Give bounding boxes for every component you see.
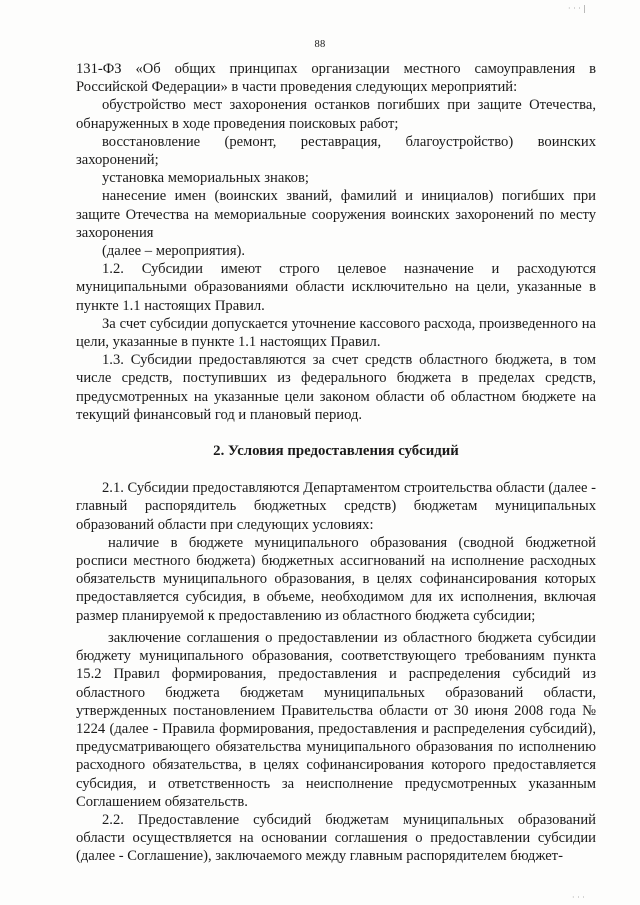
section-heading: 2. Условия предоставления субсидий (213, 443, 459, 460)
list-item-names: нанесение имен (воинских званий, фамилий и инициалов) погибших при защите Отечества на мемориальные сооружения воинских захоронений по месту захоронения (76, 188, 596, 241)
paragraph-1-3: 1.3. Субсидии предоставляются за счет средств областного бюджета, в том числе средств, поступивших из федерального бюджета в пределах средств, предусмотренных на указанные цели законом области об областном бюджете на текущий финансовый год и плановый период. (76, 352, 596, 423)
paragraph-2-1: 2.1. Субсидии предоставляются Департаментом строительства области (далее - главный распорядитель бюджетных средств) бюджетам муниципальных образований области при следующих условиях: (76, 480, 596, 533)
document-body (76, 60, 596, 866)
paragraph-2-2: 2.2. Предоставление субсидий бюджетам муниципальных образований области осуществляется на основании соглашения о предоставлении субсидии (далее - Соглашение), заключаемого между главным распорядителем бюджет- (76, 811, 596, 865)
paragraph-measures-note: (далее – мероприятия). (102, 243, 246, 260)
paragraph-law-reference: 131-ФЗ «Об общих принципах организации местного самоуправления в Российской Федерации» в части проведения следующих мероприятий: (76, 61, 596, 96)
list-item-memorial-signs: установка мемориальных знаков; (102, 170, 309, 187)
condition-agreement: заключение соглашения о предоставлении из областного бюджета субсидии бюджету муниципального образования, соответствующего требованиям пункта 15.2 Правил формирования, предоставления и распределения субсидий из областного бюджета бюджетам муниципальных образований области, утвержденных постановлением Правительства области от 30 июня 2008 года № 1224 (далее - Правила формирования, предоставления и распределения субсидий), предусматривающего обязательства муниципального образования по исполнению расходного обязательства, в целях софинансирования которого предоставляется субсидия, и ответственность за неисполнение предусмотренных указанным Соглашением обязательств. (76, 629, 596, 810)
paragraph-1-2: 1.2. Субсидии имеют строго целевое назначение и расходуются муниципальными образованиями области исключительно на цели, указанные в пункте 1.1 настоящих Правил. (76, 261, 596, 314)
list-item-burial-sites: обустройство мест захоронения останков погибших при защите Отечества, обнаруженных в ходе проведения поисковых работ; (76, 97, 596, 132)
paragraph-cash-clarification: За счет субсидии допускается уточнение кассового расхода, произведенного на цели, указанные в пункте 1.1 настоящих Правил. (76, 315, 596, 351)
scan-artifact-bottom: · · · (572, 893, 585, 902)
page-number: 88 (314, 39, 326, 50)
list-item-restoration: восстановление (ремонт, реставрация, благоустройство) воинских захоронений; (76, 133, 596, 169)
condition-budget-allocations: наличие в бюджете муниципального образования (сводной бюджетной росписи местного бюджета) бюджетных ассигнований на исполнение расходных обязательств муниципального образования, в целях софинансирования которых предоставляется субсидия, в объеме, необходимом для их исполнения, включая размер планируемой к предоставлению из областного бюджета субсидии; (76, 534, 596, 624)
scan-artifact-top: · · · | (568, 4, 586, 13)
